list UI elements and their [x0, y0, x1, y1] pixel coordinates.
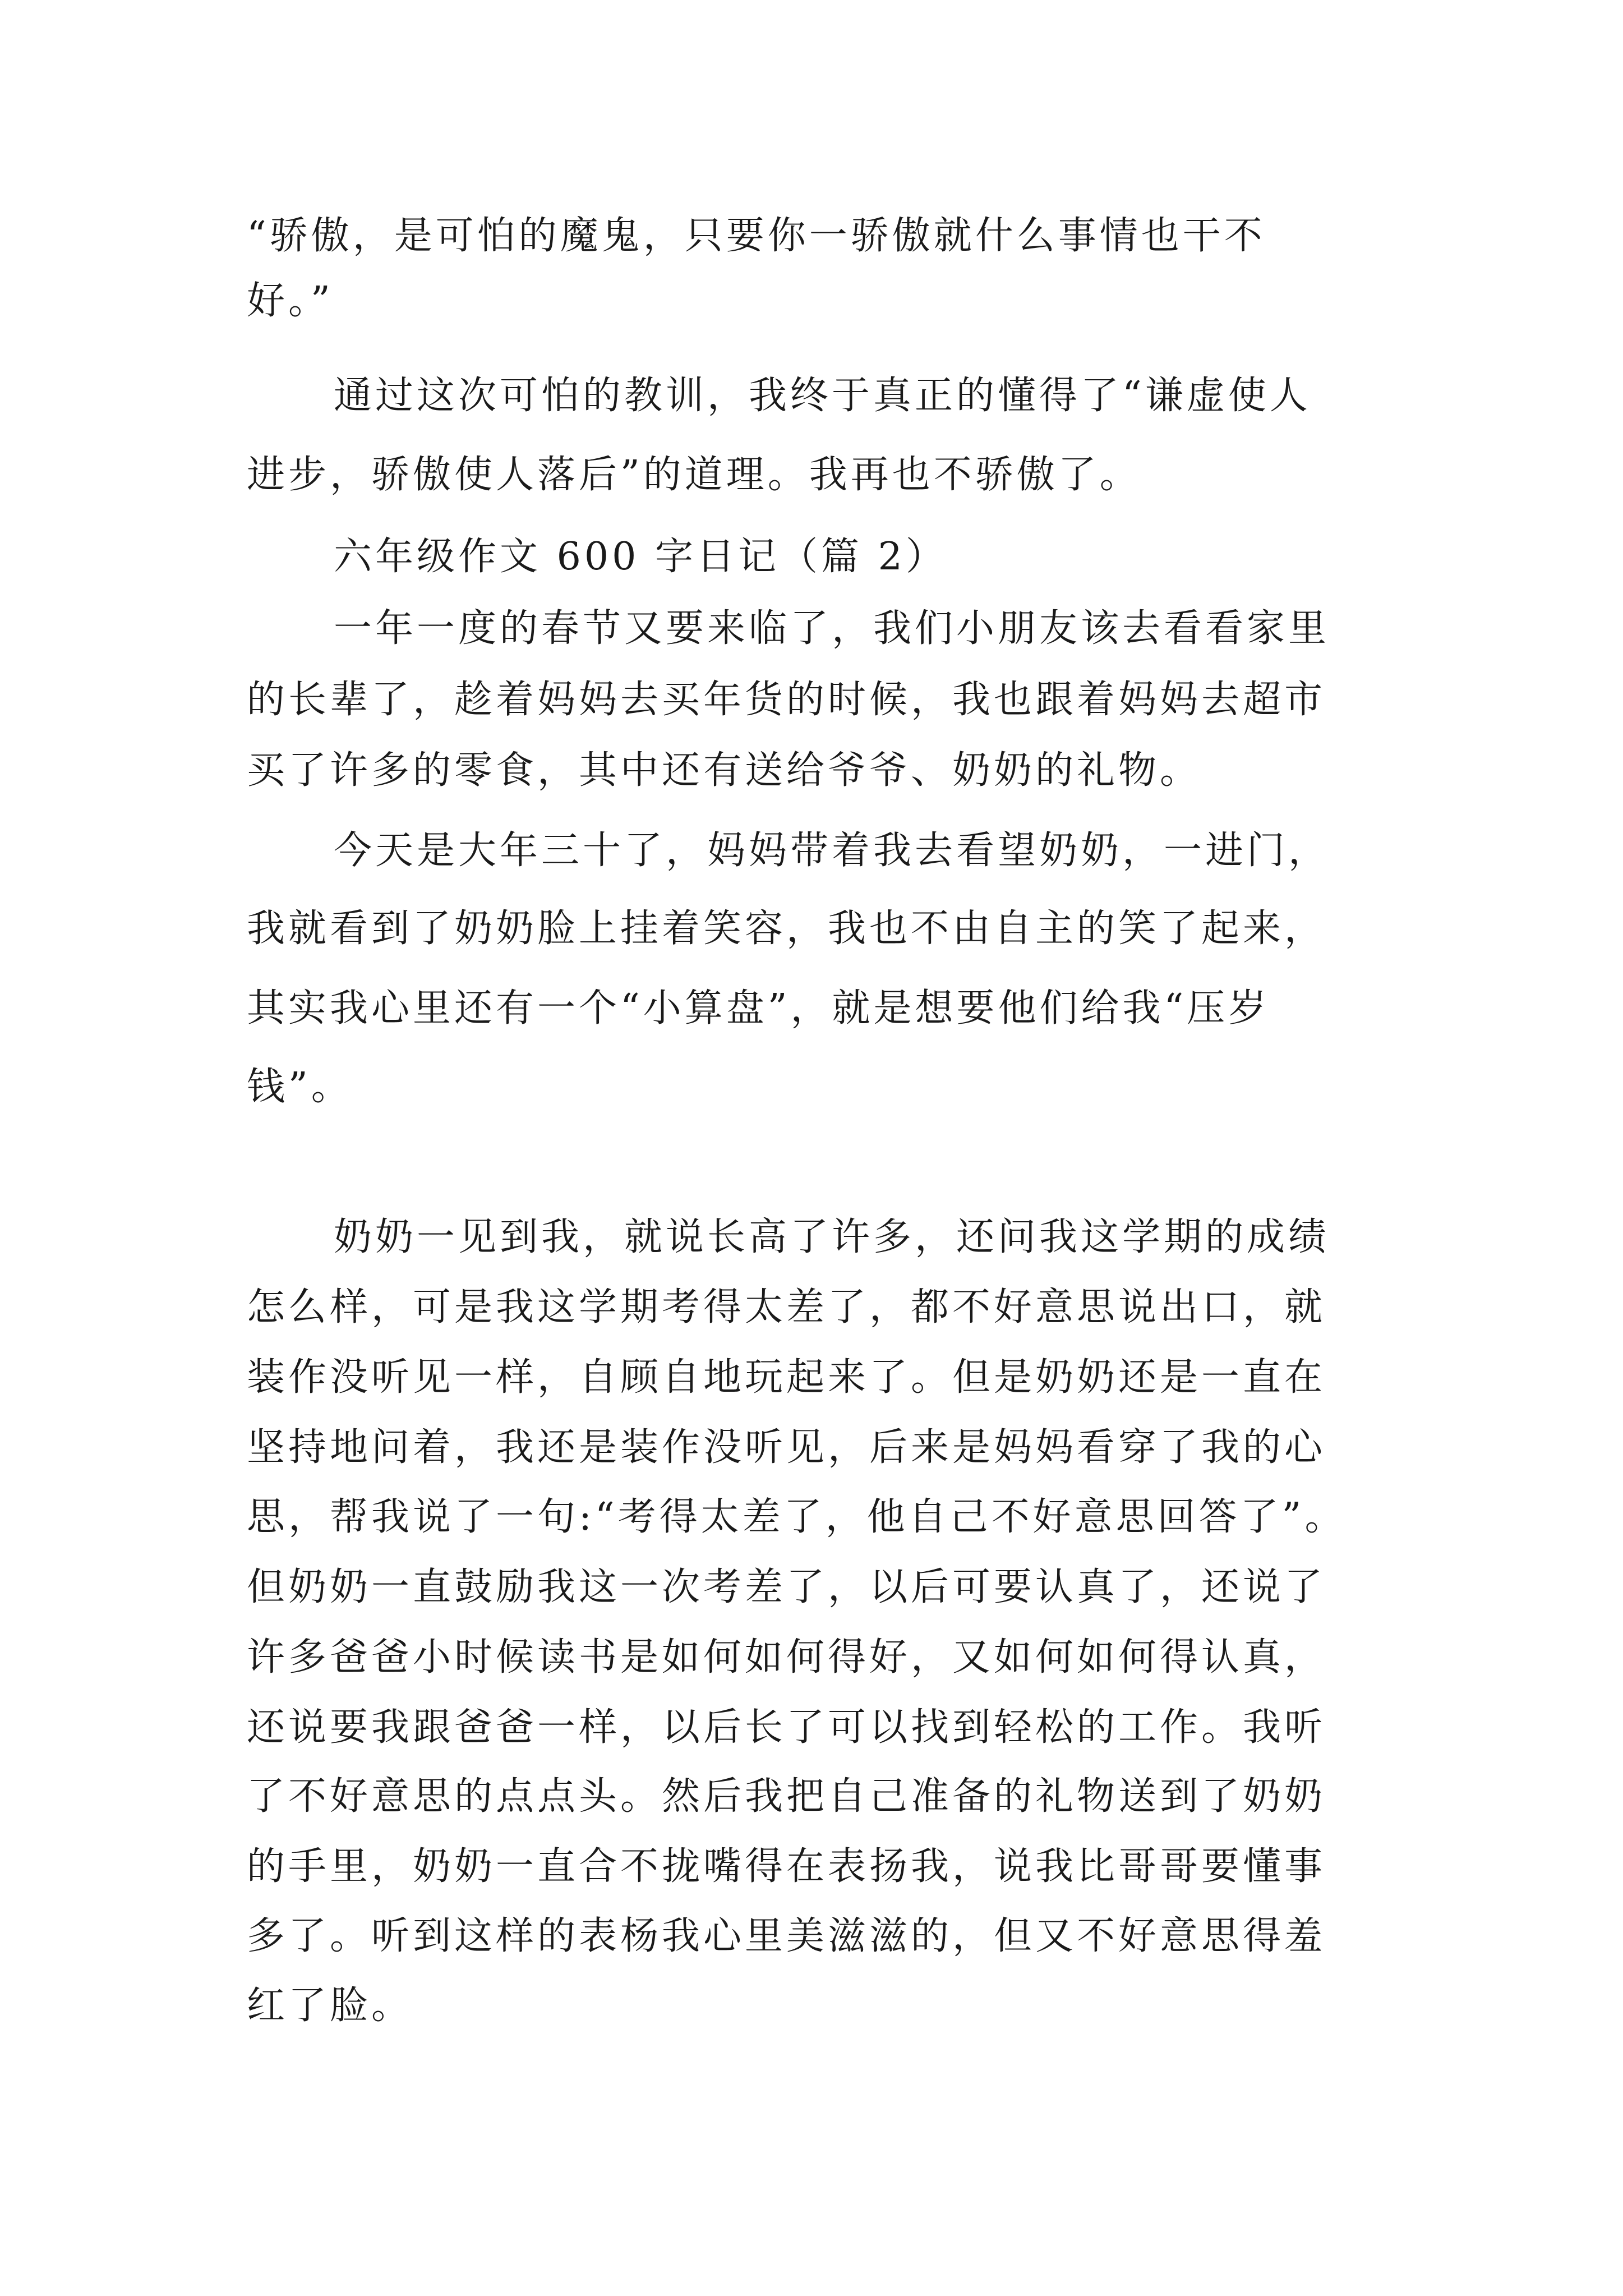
text-line: 钱”。 — [247, 1065, 353, 1109]
text-line: 的长辈了，趁着妈妈去买年货的时候，我也跟着妈妈去超市 — [247, 678, 1326, 722]
text-line: 奶奶一见到我，就说长高了许多，还问我这学期的成绩 — [334, 1215, 1330, 1259]
text-line: 怎么样，可是我这学期考得太差了，都不好意思说出口，就 — [247, 1285, 1326, 1329]
text-line: 了不好意思的点点头。然后我把自己准备的礼物送到了奶奶 — [247, 1774, 1326, 1819]
text-line: 但奶奶一直鼓励我这一次考差了，以后可要认真了，还说了 — [247, 1565, 1326, 1609]
text-line: 今天是大年三十了，妈妈带着我去看望奶奶，一进门， — [334, 829, 1330, 873]
text-line: 我就看到了奶奶脸上挂着笑容，我也不由自主的笑了起来， — [247, 907, 1326, 951]
text-line: 好。” — [247, 279, 334, 323]
section-heading: 六年级作文 600 字日记（篇 2） — [334, 535, 947, 579]
text-line: 多了。听到这样的表杨我心里美滋滋的，但又不好意思得羞 — [247, 1914, 1326, 1958]
text-line: 其实我心里还有一个“小算盘”，就是想要他们给我“压岁 — [247, 986, 1270, 1030]
text-line: 的手里，奶奶一直合不拢嘴得在表扬我，说我比哥哥要懂事 — [247, 1844, 1326, 1889]
text-line: 买了许多的零食，其中还有送给爷爷、奶奶的礼物。 — [247, 748, 1202, 793]
text-line: 红了脸。 — [247, 1984, 413, 2028]
text-line: 一年一度的春节又要来临了，我们小朋友该去看看家里 — [334, 606, 1330, 651]
text-line: 通过这次可怕的教训，我终于真正的懂得了“谦虚使人 — [334, 374, 1311, 418]
text-line: 思，帮我说了一句:“考得太差了，他自己不好意思回答了”。 — [247, 1495, 1347, 1539]
text-line: “骄傲，是可怕的魔鬼，只要你一骄傲就什么事情也干不 — [247, 214, 1266, 258]
text-line: 进步，骄傲使人落后”的道理。我再也不骄傲了。 — [247, 453, 1141, 497]
text-line: 坚持地问着，我还是装作没听见，后来是妈妈看穿了我的心 — [247, 1425, 1326, 1470]
text-line: 装作没听见一样，自顾自地玩起来了。但是奶奶还是一直在 — [247, 1355, 1326, 1400]
text-line: 还说要我跟爸爸一样，以后长了可以找到轻松的工作。我听 — [247, 1705, 1326, 1750]
text-line: 许多爸爸小时候读书是如何如何得好，又如何如何得认真， — [247, 1635, 1326, 1680]
